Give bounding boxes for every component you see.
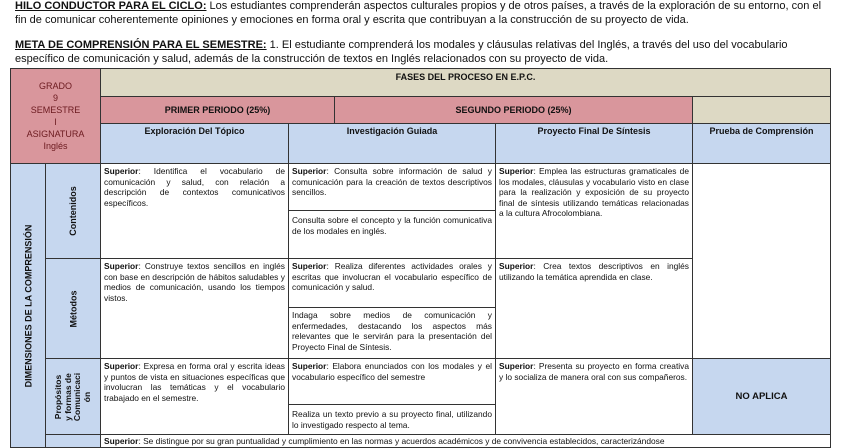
propositos-exploracion: Superior: Expresa en forma oral y escrita ideas y puntos de vista en situaciones específicas que involucran las temáticas y el vocabulario trabajado en el semestre. (100, 358, 289, 435)
col-proyecto: Proyecto Final De Síntesis (495, 123, 693, 164)
contenidos-proyecto: Superior: Emplea las estructuras gramaticales de los modales, cláusulas y vocabulario visto en clase para la realización y exposición de su proyecto final de síntesis utilizando temáticas relacionadas a la cultura Afrocolombiana. (495, 163, 693, 259)
grado-semestre-asignatura (10, 68, 101, 164)
last-row-text: Superior: Se distingue por su gran puntualidad y cumplimiento en las normas y acuerdos académicos y de convivencia establecidos, caracterizándose (100, 434, 831, 448)
segundo-periodo: SEGUNDO PERIODO (25%) (334, 96, 693, 124)
row-label-contenidos: Contenidos (45, 163, 101, 259)
asignatura-label: ASIGNATURA (26, 129, 85, 139)
contenidos-investigacion-1: Superior: Consulta sobre información de salud y comunicación para la creación de textos descriptivos sencillos. (288, 163, 496, 211)
meta-text: 1. El estudiante comprenderá los modales y cláusulas relativas del Inglés, a través del uso del vocabulario específico de comunicación y salud, además de la construcción de textos en Inglés relacionados con su proyecto de vida. (15, 39, 788, 65)
meta-comprension (15, 39, 830, 66)
propositos-investigacion-1: Superior: Elabora enunciados con los modales y el vocabulario específico del semestre (288, 358, 496, 405)
row-label-propositos: Propósitos y formas de Comunicaci ón (45, 358, 101, 435)
asignatura-value: Inglés (43, 141, 68, 151)
row-label-metodos: Métodos (45, 258, 101, 359)
col-exploracion: Exploración Del Tópico (100, 123, 289, 164)
col-prueba: Prueba de Comprensión (692, 123, 831, 164)
hilo-text: Los estudiantes comprenderán aspectos culturales propios y de otros países, a través de la exploración de su entorno, con el fin de comunicar coherentemente opiniones y emociones en forma oral y escrita que contribuyan a la construcción de su proyecto de vida. (15, 0, 822, 26)
semestre-label: SEMESTRE (30, 105, 81, 115)
propositos-prueba: NO APLICA (692, 358, 831, 435)
hilo-label: HILO CONDUCTOR PARA EL CICLO: (15, 0, 207, 12)
hilo-conductor (15, 0, 830, 27)
grado-label: GRADO (38, 81, 72, 91)
propositos-proyecto: Superior: Presenta su proyecto en forma creativa y lo socializa de manera oral con sus compañeros. (495, 358, 693, 435)
dimensiones-label: DIMENSIONES DE LA COMPRENSIÓN (10, 163, 46, 448)
prueba-blank (692, 163, 831, 359)
grado-value: 9 (52, 93, 58, 103)
metodos-investigacion-2: Indaga sobre medios de comunicación y enfermedades, destacando los aspectos más relevantes que le servirán para la presentación del Proyecto Final de Síntesis. (288, 307, 496, 359)
semestre-value: I (54, 117, 57, 127)
fases-title: FASES DEL PROCESO EN E.P.C. (395, 72, 536, 82)
periodo-blank (692, 96, 831, 124)
contenidos-investigacion-2: Consulta sobre el concepto y la función comunicativa de los modales en inglés. (288, 210, 496, 259)
fases-header (100, 68, 831, 97)
contenidos-exploracion: Superior: Identifica el vocabulario de comunicación y salud, con relación a descripción de contextos comunicativos específicos. (100, 163, 289, 259)
metodos-exploracion: Superior: Construye textos sencillos en inglés con base en descripción de hábitos saludables y medios de comunicación, usando los tiempos vistos. (100, 258, 289, 359)
metodos-investigacion-1: Superior: Realiza diferentes actividades orales y escritas que involucran el vocabulario específico de comunicación y salud. (288, 258, 496, 308)
metodos-proyecto: Superior: Crea textos descriptivos en inglés utilizando la temática aprendida en clase. (495, 258, 693, 359)
propositos-investigacion-2: Realiza un texto previo a su proyecto final, utilizando lo investigado respecto al tema. (288, 404, 496, 435)
primer-periodo: PRIMER PERIODO (25%) (100, 96, 335, 124)
row-label-last (45, 434, 101, 448)
meta-label: META DE COMPRENSIÓN PARA EL SEMESTRE: (15, 39, 267, 51)
col-investigacion: Investigación Guiada (288, 123, 496, 164)
